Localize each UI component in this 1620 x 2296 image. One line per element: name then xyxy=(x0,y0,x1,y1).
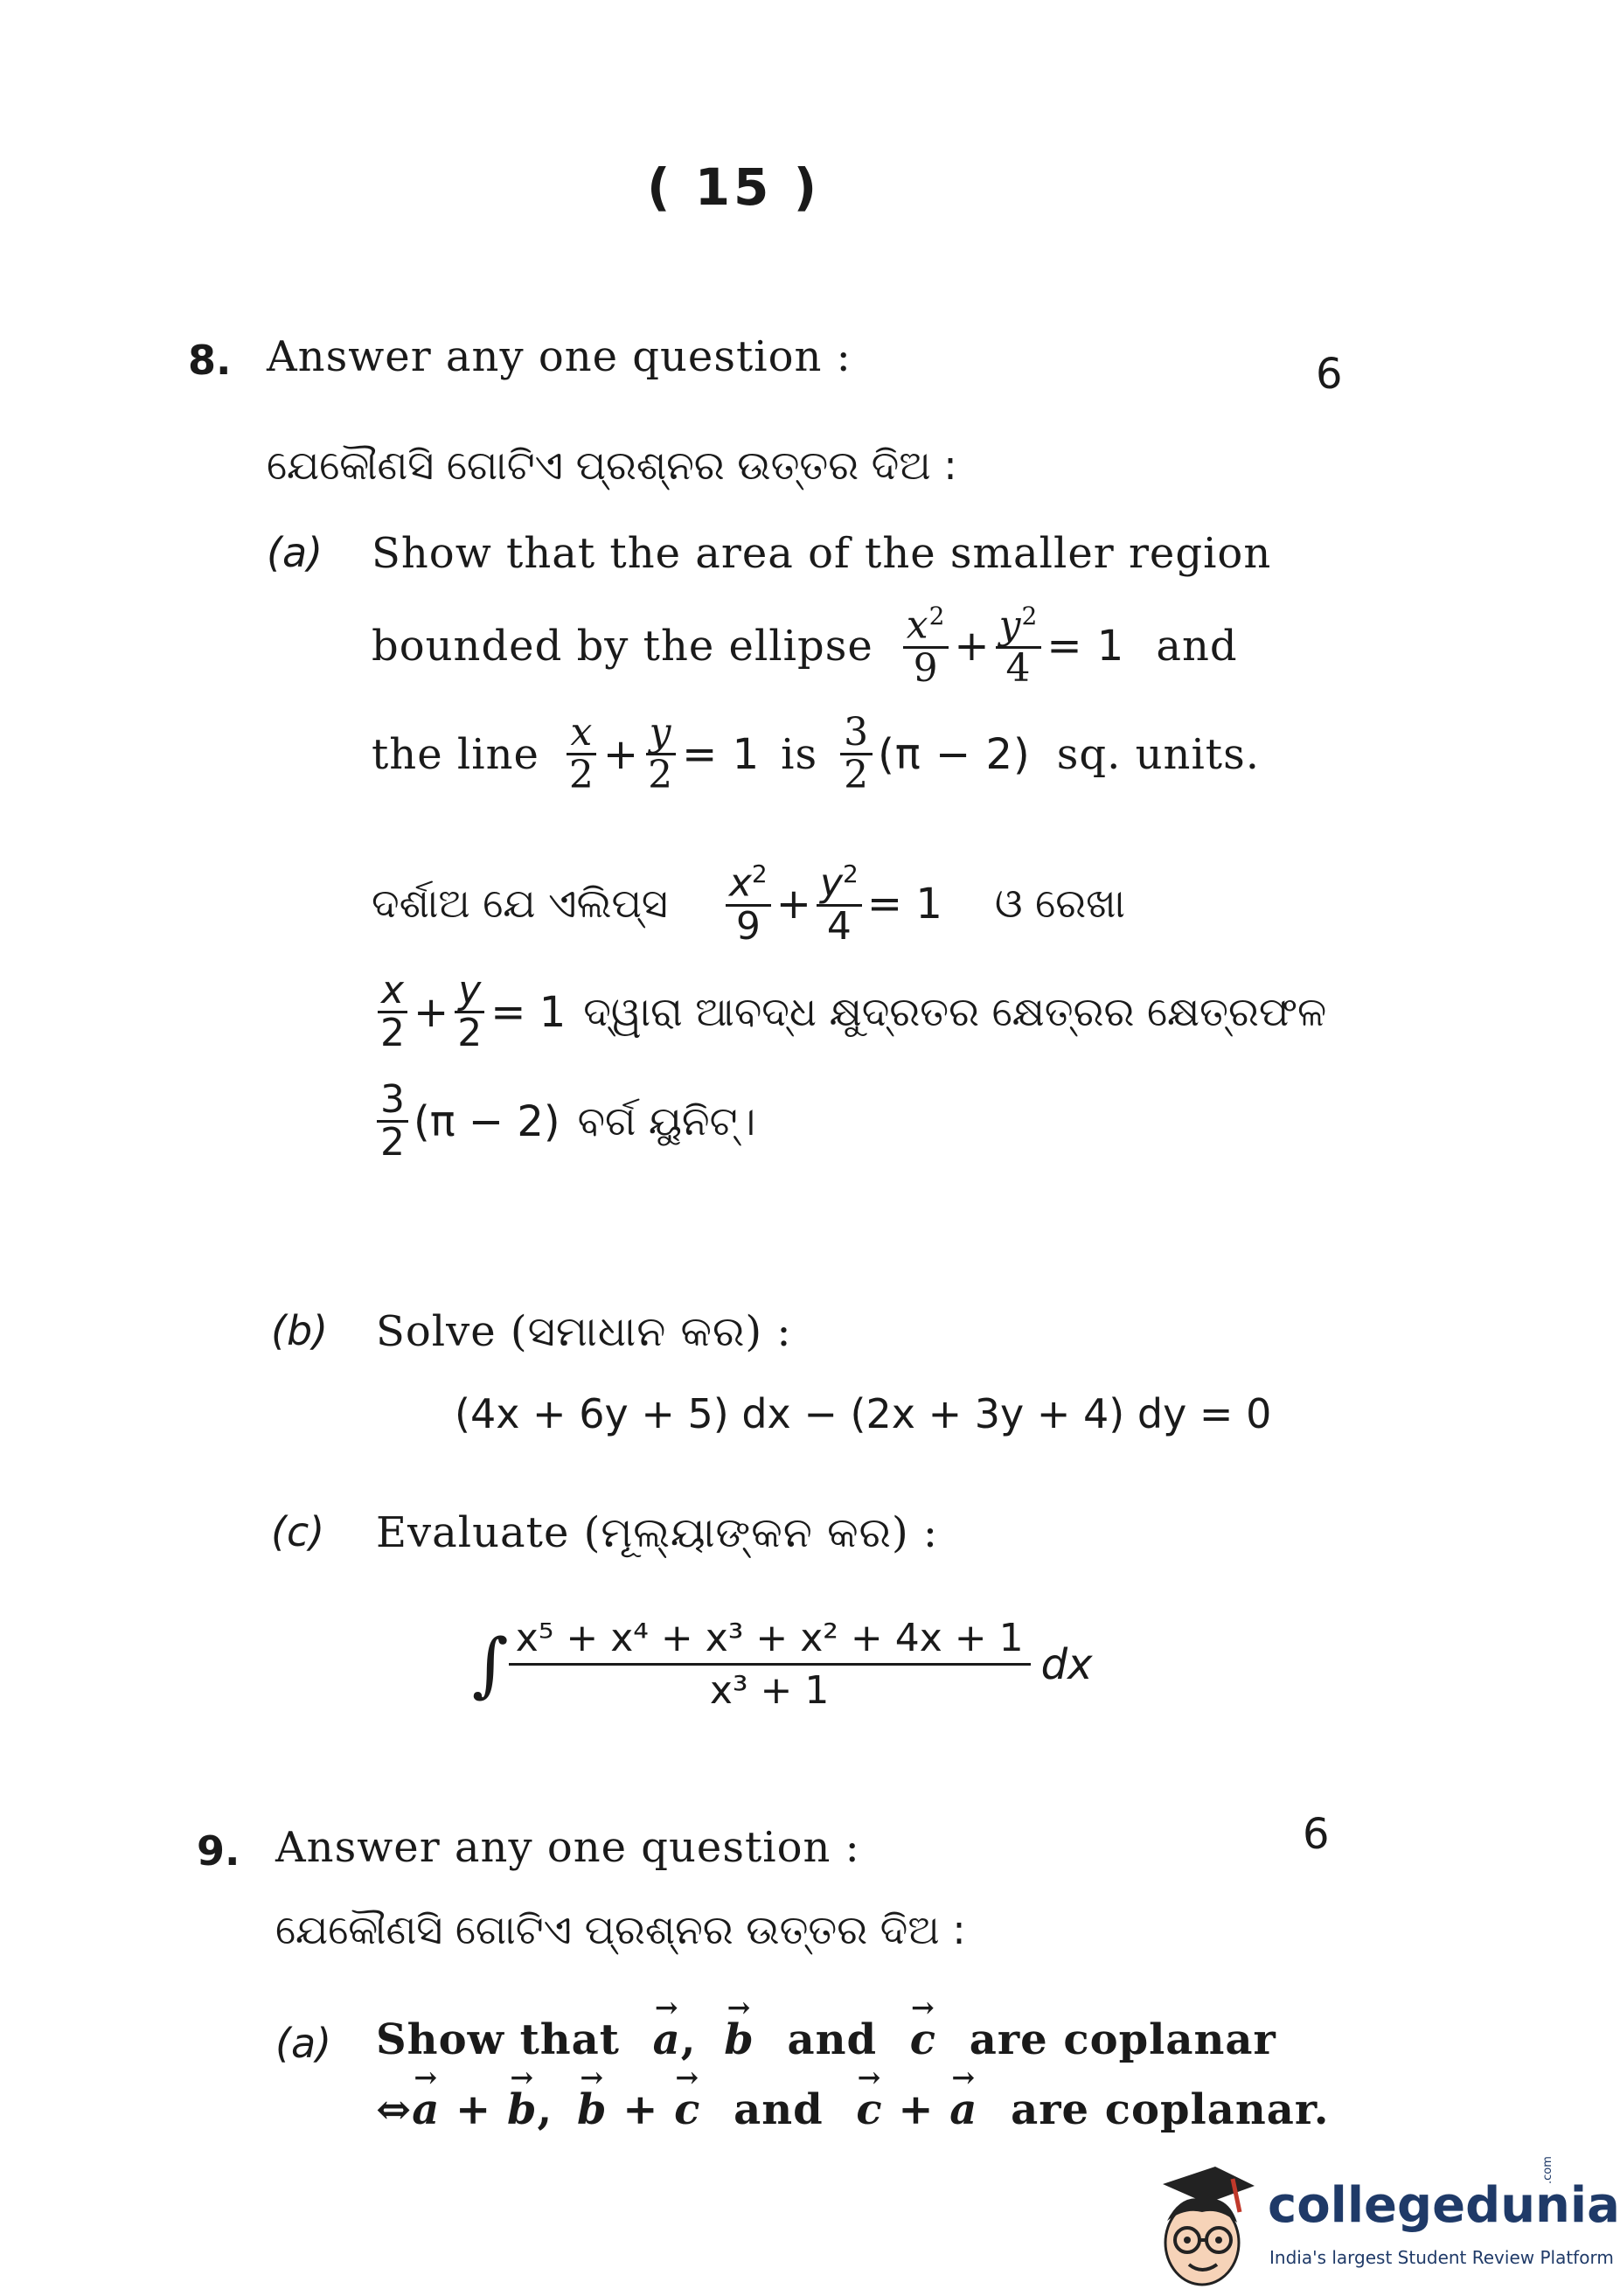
q9-heading-odia: ଯେକୌଣସି ଗୋଟିଏ ପ୍ରଶ୍ନର ଉତ୍ତର ଦିଅ : xyxy=(275,1906,966,1953)
q8-marks: 6 xyxy=(1316,350,1343,399)
q8b-text: Solve (ସମାଧାନ କର) : xyxy=(376,1307,792,1356)
page-number: ( 15 ) xyxy=(647,157,821,217)
logo-suffix: .com xyxy=(1541,2156,1554,2184)
q8a-line2: bounded by the ellipse $\frac{x^2}{9}$ + $\frac{y^2}{4}$ = 1 and xyxy=(372,602,1238,691)
q8a-label: (a) xyxy=(267,529,323,576)
q8b-equation: (4x + 6y + 5) dx − (2x + 3y + 4) dy = 0 xyxy=(455,1390,1272,1437)
q8c-text: Evaluate (ମୂଲ୍ୟାଙ୍କନ କର) : xyxy=(376,1508,939,1557)
q8a-odia-line2: $\frac{x}{2}$ + $\frac{y}{2}$ = 1 ଦ୍ୱାରା ଆବଦ୍ଧ କ୍ଷୁଦ୍ରତର କ୍ଷେତ୍ରର କ୍ଷେତ୍ରଫଳ xyxy=(372,971,1326,1054)
q8-number: 8. xyxy=(188,337,232,384)
q8b-label: (b) xyxy=(271,1307,329,1354)
q8-heading: Answer any one question : xyxy=(267,332,852,381)
integral-dx: dx xyxy=(1040,1639,1093,1689)
q9a-line2: ⇔→ a + → b, → b + → c and → c + → a are coplanar. xyxy=(376,2085,1329,2134)
area-result: $\frac{3}{2}$ (π − 2) xyxy=(835,713,1031,796)
logo-tagline: India's largest Student Review Platform xyxy=(1269,2247,1614,2268)
q9a-line1: Show that → a, → b and → c are coplanar xyxy=(376,2015,1276,2064)
integral-numerator: x⁵ + x⁴ + x³ + x² + 4x + 1 xyxy=(509,1613,1031,1666)
q8a-line1: Show that the area of the smaller region xyxy=(372,529,1272,578)
q8-heading-odia: ଯେକୌଣସି ଗୋଟିଏ ପ୍ରଶ୍ନର ଉତ୍ତର ଦିଅ : xyxy=(267,442,957,489)
q9a-label: (a) xyxy=(275,2020,332,2067)
q9-marks: 6 xyxy=(1303,1810,1330,1859)
q9-number: 9. xyxy=(197,1827,240,1875)
integral-denominator: x³ + 1 xyxy=(709,1668,830,1714)
ellipse-equation: $\frac{x^2}{9}$ + $\frac{y^2}{4}$ = 1 xyxy=(898,603,1125,689)
q8a-line3: the line $\frac{x}{2}$ + $\frac{y}{2}$ = 1 is $\frac{3}{2}$ (π − 2) sq. units. xyxy=(372,710,1260,798)
student-mascot-icon xyxy=(1145,2160,1259,2291)
collegedunia-logo xyxy=(1145,2156,1620,2291)
integral-sign: ∫ xyxy=(472,1624,509,1706)
line-equation: $\frac{x}{2}$ + $\frac{y}{2}$ = 1 xyxy=(560,713,760,796)
q8a-odia-line3: $\frac{3}{2}$ (π − 2) ବର୍ଗ ୟୁନିଟ୍। xyxy=(372,1080,755,1163)
q8a-odia-line1: ଦର୍ଶାଅ ଯେ ଏଲିପ୍ସ $\frac{x^2}{9}$ + $\frac{y^2}{4}$ = 1 ଓ ରେଖା xyxy=(372,859,1125,949)
q9-heading: Answer any one question : xyxy=(275,1823,860,1872)
q8c-integral xyxy=(472,1613,1093,1715)
logo-name: collegedunia xyxy=(1268,2177,1620,2234)
q8c-label: (c) xyxy=(271,1508,325,1555)
